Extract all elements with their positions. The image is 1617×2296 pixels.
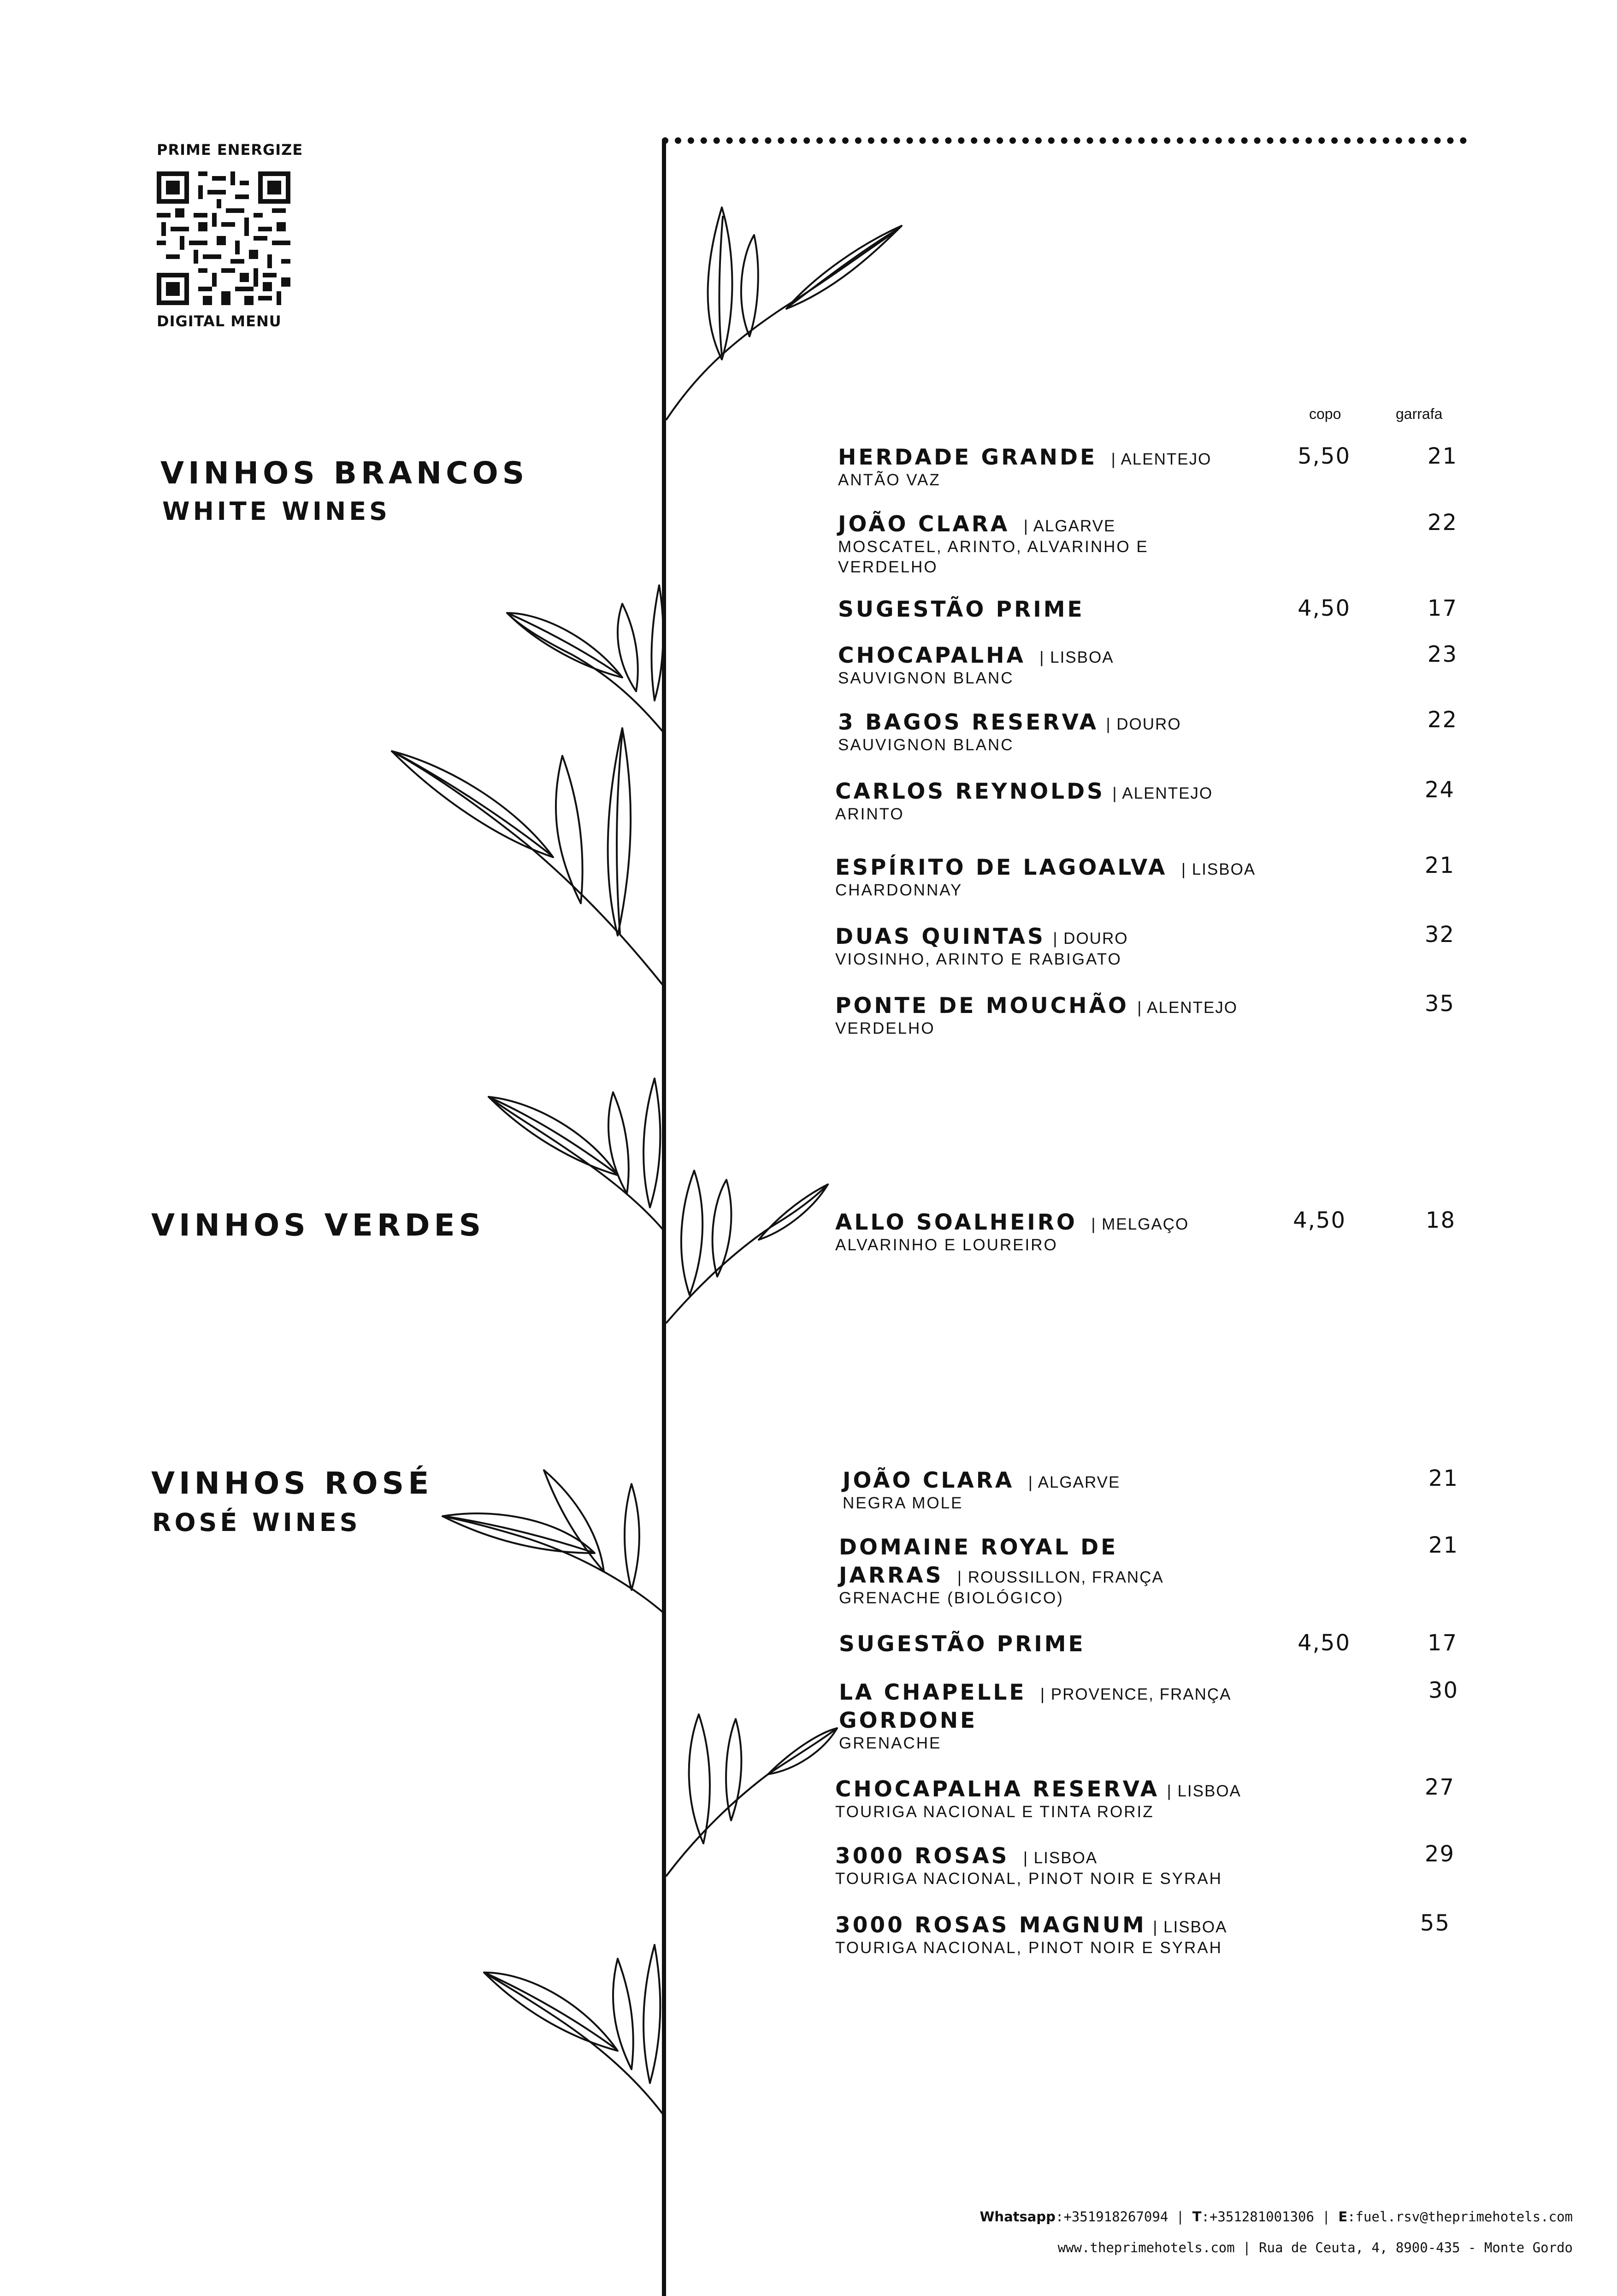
wine-name-line-2: JARRAS — [839, 1563, 944, 1588]
wine-name: 3 BAGOS RESERVA — [838, 710, 1099, 735]
wine-name: 3000 ROSAS MAGNUM — [835, 1913, 1146, 1938]
olive-branch-icon — [438, 1466, 668, 1618]
price-garrafa: 17 — [1427, 595, 1458, 621]
wine-grape: TOURIGA NACIONAL, PINOT NOIR E SYRAH — [835, 1870, 1222, 1888]
list-item — [843, 1468, 1120, 1513]
wine-region: | LISBOA — [1167, 1782, 1241, 1800]
wine-grape: VERDELHO — [835, 1019, 935, 1037]
olive-branch-icon — [667, 1687, 842, 1880]
wine-name: ALLO SOALHEIRO — [835, 1210, 1077, 1235]
wine-grape: SAUVIGNON BLANC — [838, 669, 1014, 687]
list-item — [835, 993, 1238, 1039]
price-copo: 5,50 — [1298, 443, 1351, 469]
wine-region: | LISBOA — [1153, 1918, 1228, 1936]
olive-branch-icon — [667, 198, 906, 429]
list-item — [838, 512, 1149, 577]
wine-name: CHOCAPALHA RESERVA — [835, 1777, 1160, 1802]
list-item — [838, 643, 1114, 689]
wine-name: PONTE DE MOUCHÃO — [835, 993, 1129, 1018]
wine-name: HERDADE GRANDE — [838, 445, 1098, 470]
wine-name: DUAS QUINTAS — [835, 924, 1045, 949]
wine-region: | ALENTEJO — [1111, 450, 1212, 468]
list-item — [839, 1680, 1232, 1754]
wine-grape: TOURIGA NACIONAL, PINOT NOIR E SYRAH — [835, 1939, 1222, 1957]
list-item — [838, 445, 1211, 490]
wine-region: | ALENTEJO — [1112, 784, 1213, 802]
price-garrafa: 21 — [1428, 1466, 1458, 1491]
footer-contacts — [980, 2209, 1573, 2225]
wine-region: | LISBOA — [1181, 860, 1256, 878]
price-garrafa: 18 — [1425, 1207, 1456, 1233]
price-garrafa: 55 — [1420, 1910, 1450, 1936]
wine-name: SUGESTÃO PRIME — [838, 597, 1085, 622]
list-item — [835, 1777, 1241, 1822]
wine-name-line-2: GORDONE — [839, 1708, 978, 1733]
wine-grape: VERDELHO — [838, 558, 938, 576]
price-garrafa: 32 — [1424, 922, 1455, 948]
list-item — [835, 855, 1256, 901]
wine-region: | LISBOA — [1023, 1849, 1098, 1867]
wine-region: | LISBOA — [1039, 648, 1114, 666]
section-subtitle-white: WHITE WINES — [162, 497, 390, 526]
wine-grape: GRENACHE — [839, 1734, 942, 1752]
wine-name: DOMAINE ROYAL DE — [839, 1535, 1118, 1560]
list-item — [835, 1210, 1189, 1255]
list-item — [835, 924, 1128, 970]
wine-region: | ALGARVE — [1023, 517, 1116, 535]
footer-separator: | — [1168, 2209, 1192, 2225]
price-garrafa: 23 — [1427, 642, 1458, 667]
price-garrafa: 21 — [1427, 443, 1458, 469]
column-head-copo: copo — [1309, 406, 1341, 422]
list-item — [839, 1535, 1164, 1608]
wine-grape: TOURIGA NACIONAL E TINTA RORIZ — [835, 1803, 1154, 1821]
price-garrafa: 35 — [1424, 991, 1455, 1017]
list-item — [838, 710, 1181, 755]
qr-bottom-caption: DIGITAL MENU — [157, 312, 282, 330]
wine-name: CARLOS REYNOLDS — [835, 779, 1105, 804]
price-copo: 4,50 — [1298, 595, 1351, 621]
olive-branch-icon — [502, 576, 668, 737]
footer-separator: | — [1314, 2209, 1339, 2225]
price-garrafa: 22 — [1427, 510, 1458, 536]
list-item — [835, 1913, 1227, 1958]
section-title-verdes: VINHOS VERDES — [151, 1207, 485, 1243]
price-garrafa: 17 — [1427, 1630, 1458, 1656]
price-garrafa: 21 — [1424, 853, 1455, 878]
olive-branch-icon — [479, 1936, 668, 2120]
phone-label: T — [1192, 2209, 1202, 2225]
wine-grape: ARINTO — [835, 805, 904, 823]
section-title-rose: VINHOS ROSÉ — [151, 1466, 433, 1501]
whatsapp-label: Whatsapp — [980, 2209, 1056, 2225]
wine-name: CHOCAPALHA — [838, 643, 1026, 668]
email-label: E — [1338, 2209, 1348, 2225]
wine-region: | ALGARVE — [1028, 1473, 1121, 1491]
wine-grape: GRENACHE (BIOLÓGICO) — [839, 1589, 1064, 1607]
price-garrafa: 22 — [1427, 707, 1458, 733]
wine-name: ESPÍRITO DE LAGOALVA — [835, 855, 1168, 880]
wine-grape: ALVARINHO E LOUREIRO — [835, 1236, 1058, 1254]
wine-region: | ALENTEJO — [1137, 999, 1238, 1017]
price-copo: 4,50 — [1293, 1207, 1346, 1233]
section-title-white: VINHOS BRANCOS — [160, 455, 529, 491]
olive-branch-icon — [387, 719, 668, 991]
olive-branch-icon — [667, 1161, 832, 1327]
wine-name: 3000 ROSAS — [835, 1843, 1009, 1869]
footer-address: www.theprimehotels.com | Rua de Ceuta, 4, 8900-435 - Monte Gordo — [1057, 2240, 1573, 2255]
wine-name: SUGESTÃO PRIME — [839, 1631, 1086, 1657]
section-subtitle-rose: ROSÉ WINES — [152, 1508, 361, 1537]
price-garrafa: 27 — [1424, 1774, 1455, 1800]
column-head-garrafa: garrafa — [1396, 406, 1443, 422]
wine-region: | ROUSSILLON, FRANÇA — [957, 1568, 1164, 1586]
list-item — [838, 597, 1085, 622]
email-address[interactable]: :fuel.rsv@theprimehotels.com — [1347, 2209, 1573, 2225]
price-copo: 4,50 — [1298, 1630, 1351, 1656]
wine-region: | MELGAÇO — [1091, 1215, 1189, 1233]
price-garrafa: 30 — [1428, 1678, 1458, 1703]
wine-name: JOÃO CLARA — [838, 512, 1010, 537]
price-garrafa: 21 — [1428, 1532, 1458, 1558]
wine-grape: MOSCATEL, ARINTO, ALVARINHO E — [838, 538, 1149, 556]
wine-region: | DOURO — [1106, 715, 1181, 733]
list-item — [835, 779, 1213, 824]
qr-top-caption: PRIME ENERGIZE — [157, 141, 303, 159]
wine-grape: NEGRA MOLE — [843, 1494, 963, 1512]
dotted-divider — [662, 137, 1467, 144]
qr-code-icon[interactable] — [157, 171, 290, 305]
wine-grape: VIOSINHO, ARINTO E RABIGATO — [835, 950, 1122, 968]
phone-number[interactable]: :+351281001306 — [1201, 2209, 1314, 2225]
wine-grape: ANTÃO VAZ — [838, 471, 941, 489]
olive-branch-icon — [484, 1069, 668, 1235]
wine-grape: SAUVIGNON BLANC — [838, 736, 1014, 754]
wine-grape: CHARDONNAY — [835, 881, 963, 899]
price-garrafa: 29 — [1424, 1841, 1455, 1867]
whatsapp-number[interactable]: :+351918267094 — [1055, 2209, 1168, 2225]
list-item — [835, 1843, 1222, 1889]
wine-name: LA CHAPELLE — [839, 1680, 1027, 1705]
wine-region: | DOURO — [1053, 930, 1128, 948]
wine-name: JOÃO CLARA — [843, 1468, 1015, 1493]
list-item — [839, 1631, 1086, 1657]
price-garrafa: 24 — [1424, 777, 1455, 803]
wine-region: | PROVENCE, FRANÇA — [1040, 1685, 1232, 1703]
